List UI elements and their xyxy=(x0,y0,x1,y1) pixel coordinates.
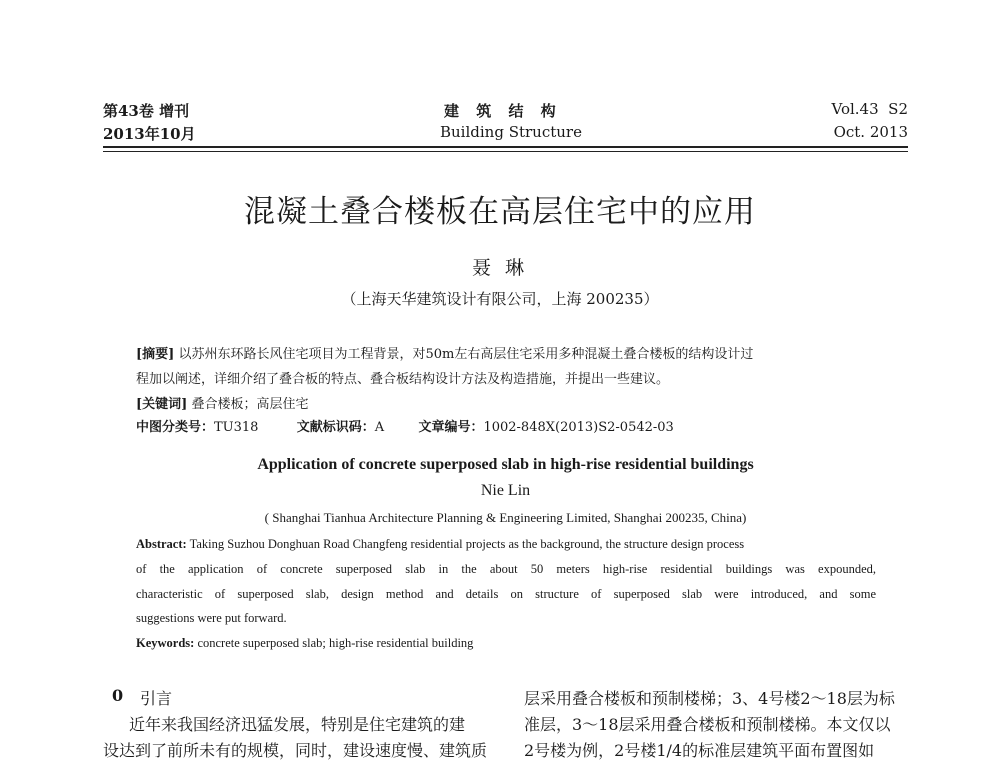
abstract-en-line1 xyxy=(136,537,876,552)
keywords-en-text: concrete superposed slab; high-rise residential building xyxy=(197,636,474,650)
abstract-en-line2: of the application of concrete superposed slab in the about 50 meters high-rise residential buildings was expounded, xyxy=(136,562,876,576)
abstract-cn-line1 xyxy=(136,343,753,362)
section-number: 0 xyxy=(112,686,124,705)
doc-code-value: A xyxy=(374,420,385,435)
keywords-en xyxy=(136,636,473,651)
abstract-cn-text-1: 以苏州东环路长风住宅项目为工程背景，对50m左右高层住宅采用多种混凝土叠合楼板的结构设计过 xyxy=(178,347,754,362)
keywords-en-label: Keywords: xyxy=(136,636,195,650)
body-left-line1: 近年来我国经济迅猛发展，特别是住宅建筑的建 xyxy=(129,715,466,734)
abstract-cn-line2: 程加以阐述，详细介绍了叠合板的特点、叠合板结构设计方法及构造措施，并提出一些建议。 xyxy=(136,372,670,387)
article-no-value: 1002-848X(2013)S2-0542-03 xyxy=(483,420,674,435)
keywords-cn xyxy=(136,393,308,412)
body-right-line2: 准层，3～18层采用叠合楼板和预制楼梯。本文仅以 xyxy=(524,715,891,734)
journal-date: 2013年10月 xyxy=(103,125,196,143)
abstract-en-label: Abstract: xyxy=(136,537,187,551)
header-rule-thick xyxy=(103,146,908,148)
clc-value: TU318 xyxy=(214,420,259,435)
affiliation-en: ( Shanghai Tianhua Architecture Planning & Engineering Limited, Shanghai 200235, China) xyxy=(264,510,747,525)
journal-name-en: Building Structure xyxy=(440,123,582,141)
journal-name-cn: 建 筑 结 构 xyxy=(444,102,562,120)
clc-label: 中图分类号： xyxy=(136,420,215,435)
doc-code-label: 文献标识码： xyxy=(296,420,375,435)
author-cn: 聂 琳 xyxy=(471,257,529,279)
abstract-en-line3: characteristic of superposed slab, design method and details on structure of superposed slab were introduced, and some xyxy=(136,587,876,601)
section-title: 引言 xyxy=(140,689,173,708)
journal-volume-issue: 第43卷 增刊 xyxy=(103,102,190,120)
header-rule-thin xyxy=(103,151,908,152)
keywords-cn-text: 叠合楼板；高层住宅 xyxy=(191,397,309,412)
abstract-en-line4: suggestions were put forward. xyxy=(136,611,287,625)
paper-title-en: Application of concrete superposed slab in high-rise residential buildings xyxy=(257,456,754,473)
journal-volume-en: Vol.43 S2 xyxy=(831,100,908,118)
paper-title: 混凝土叠合楼板在高层住宅中的应用 xyxy=(244,194,756,230)
abstract-en-text-1: Taking Suzhou Donghuan Road Changfeng residential projects as the background, the structure design process xyxy=(189,537,745,551)
keywords-cn-label: [关键词] xyxy=(136,397,188,412)
abstract-cn-label: [摘要] xyxy=(136,347,175,362)
body-left-line2: 设达到了前所未有的规模，同时，建设速度慢、建筑质 xyxy=(103,741,488,760)
affiliation-cn: （上海天华建筑设计有限公司，上海 200235） xyxy=(341,290,659,308)
journal-date-en: Oct. 2013 xyxy=(833,123,908,141)
body-right-line1: 层采用叠合楼板和预制楼梯；3、4号楼2～18层为标 xyxy=(524,689,895,708)
classification-line xyxy=(136,416,674,435)
author-en: Nie Lin xyxy=(480,482,531,499)
body-right-line3: 2号楼为例，2号楼1/4的标准层建筑平面布置图如 xyxy=(524,741,875,760)
article-no-label: 文章编号： xyxy=(418,420,484,435)
